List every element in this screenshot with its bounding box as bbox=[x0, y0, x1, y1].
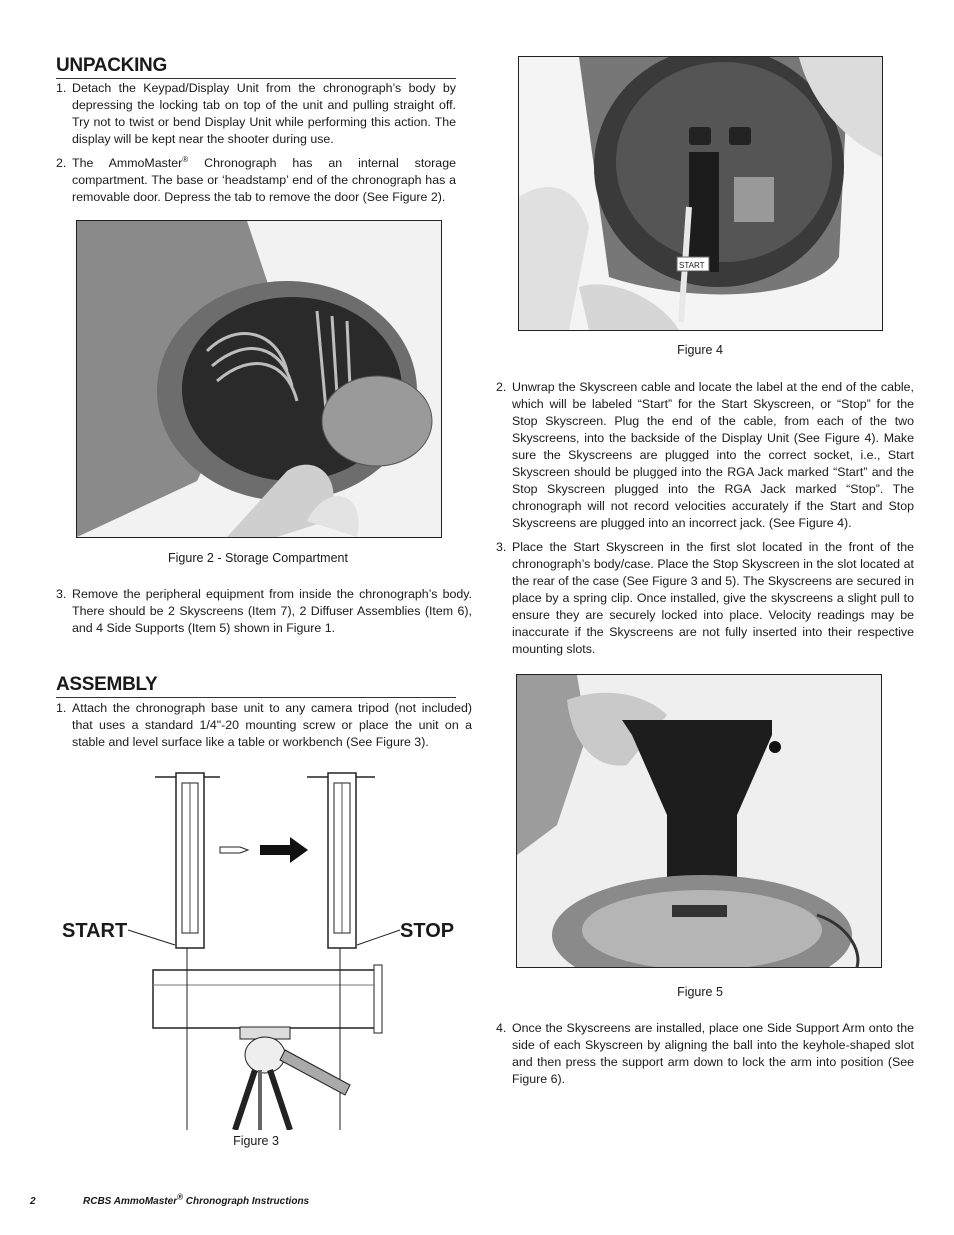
assembly-step-3 bbox=[496, 539, 914, 658]
step-text-cont: Chronograph has an internal storage compartment. The base or ‘headstamp’ end of the chronograph has a removable door. Depress the tab to remove the door (See Figure 2). bbox=[72, 156, 456, 204]
stop-label: STOP bbox=[400, 920, 455, 942]
start-label: START bbox=[62, 920, 128, 942]
step-text: Detach the Keypad/Display Unit from the chronograph’s body by depressing the locking tab on top of the unit and pulling straight off. Try not to twist or bend Display Unit while performing this action. The display will be kept near the shooter during use. bbox=[72, 81, 456, 146]
footer-title bbox=[83, 1192, 310, 1207]
cable-tag-text: START bbox=[679, 261, 705, 270]
figure-2-caption: Figure 2 - Storage Compartment bbox=[168, 551, 348, 565]
footer-title-a: RCBS AmmoMaster bbox=[83, 1196, 178, 1207]
unpacking-heading: UNPACKING bbox=[56, 55, 456, 79]
registered-mark: ® bbox=[177, 1192, 183, 1202]
figure-4-photo bbox=[518, 56, 883, 331]
step-number: 1. bbox=[56, 701, 67, 715]
step-number: 2. bbox=[496, 380, 507, 394]
unpacking-step-1 bbox=[56, 80, 456, 148]
step-number: 4. bbox=[496, 1021, 507, 1035]
assembly-step-2 bbox=[496, 379, 914, 532]
assembly-heading: ASSEMBLY bbox=[56, 674, 456, 698]
page-number: 2 bbox=[30, 1196, 36, 1207]
figure-4-caption: Figure 4 bbox=[677, 343, 723, 357]
unpacking-step-3 bbox=[56, 586, 472, 637]
figure-5-photo bbox=[516, 674, 882, 968]
assembly-step-1 bbox=[56, 700, 472, 751]
step-number: 3. bbox=[56, 587, 67, 601]
step-text: The AmmoMaster bbox=[72, 156, 183, 170]
footer-title-b: Chronograph Instructions bbox=[183, 1196, 310, 1207]
figure-2-photo bbox=[76, 220, 442, 538]
assembly-step-4 bbox=[496, 1020, 914, 1088]
step-text: Attach the chronograph base unit to any camera tripod (not included) that uses a standard 1/4"-20 mounting screw or place the unit on a stable and level surface like a table or workbench (See Figure 3). bbox=[72, 701, 472, 749]
step-text: Place the Start Skyscreen in the first slot located in the front of the chronograph’s body/case. Place the Stop Skyscreen in the slot located at the rear of the case (See Figure 3 and 5). The Skyscreens are secured in place by a spring clip. Once installed, give the skyscreens a slight pull to ensure they are securely locked into place. Velocity readings may be inaccurate if the Skyscreens are not fully inserted into their respective mounting slots. bbox=[512, 540, 914, 656]
registered-mark: ® bbox=[182, 154, 189, 164]
step-number: 3. bbox=[496, 540, 507, 554]
step-number: 1. bbox=[56, 81, 67, 95]
unpacking-step-2 bbox=[56, 155, 456, 206]
step-text: Unwrap the Skyscreen cable and locate the label at the end of the cable, which will be labeled “Start” for the Start Skyscreen, or “Stop” for the Stop Skyscreen. Plug the end of the cable, from each of the two Skyscreens, into the backside of the Display Unit (See Figure 4). Make sure the Skyscreens are plugged into the correct socket, i.e., Start Skyscreen should be plugged into the RGA Jack marked “Start” and the Stop Skyscreen plugged into the RGA Jack marked “Stop”. The chronograph will not record velocities accurately if the Start and Stop Skyscreens are plugged into an incorrect jack. (See Figure 4). bbox=[512, 380, 914, 530]
figure-3-caption: Figure 3 bbox=[233, 1134, 279, 1148]
step-number: 2. bbox=[56, 156, 67, 170]
step-text: Remove the peripheral equipment from inside the chronograph’s body. There should be 2 Skyscreens (Item 7), 2 Diffuser Assemblies (Item 6), and 4 Side Supports (Item 5) shown in Figure 1. bbox=[72, 587, 472, 635]
figure-3-diagram bbox=[60, 765, 460, 1130]
figure-5-caption: Figure 5 bbox=[677, 985, 723, 999]
step-text: Once the Skyscreens are installed, place one Side Support Arm onto the side of each Skyscreen by aligning the ball into the keyhole-shaped slot and then press the support arm down to lock the arm into position (See Figure 6). bbox=[512, 1021, 914, 1086]
